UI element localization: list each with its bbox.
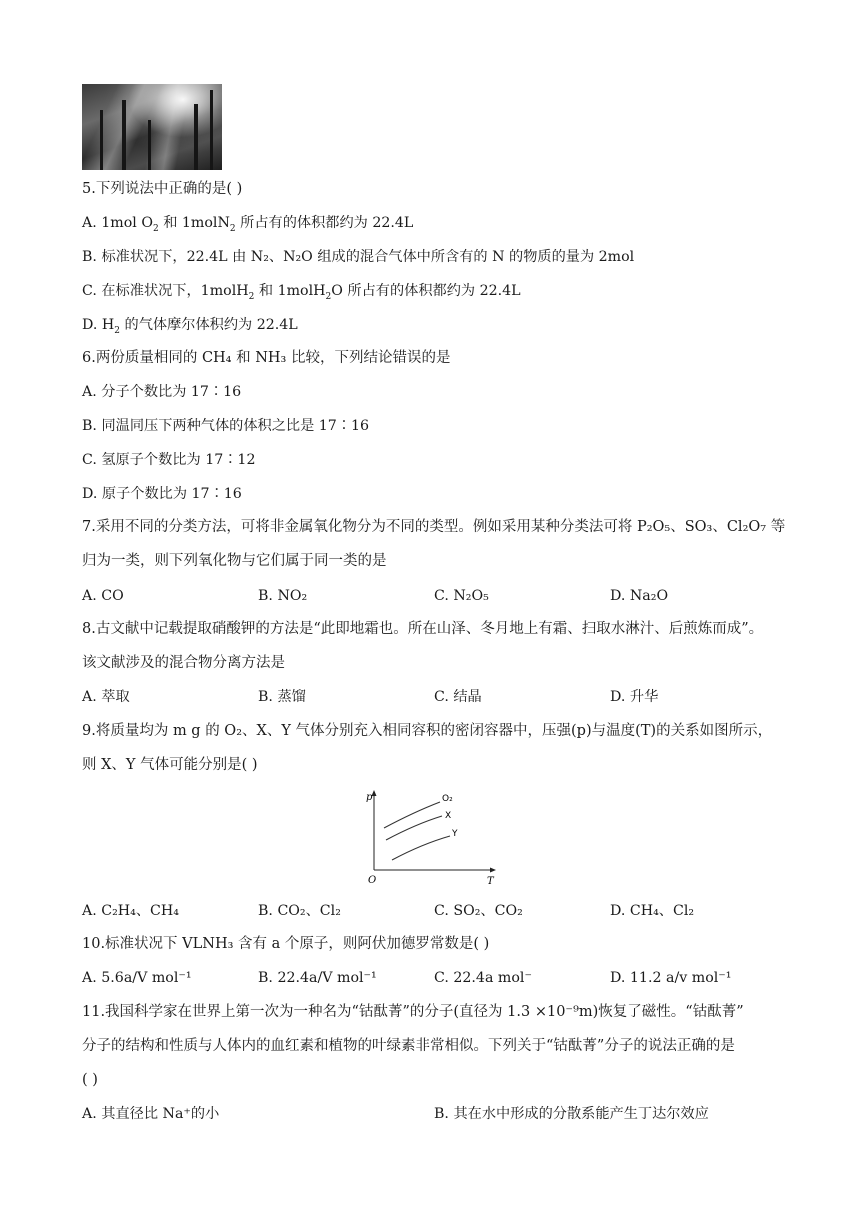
forest-light-photo xyxy=(82,84,222,170)
question-6-stem: 6.两份质量相同的 CH₄ 和 NH₃ 比较，下列结论错误的是 xyxy=(82,350,451,366)
x-axis-label: T xyxy=(487,876,494,886)
question-7-option-b: B. NO₂ xyxy=(258,588,308,604)
question-8-option-b: B. 蒸馏 xyxy=(258,689,306,705)
curve-y-label: Y xyxy=(452,829,458,839)
question-5-stem: 5.下列说法中正确的是( ) xyxy=(82,181,243,197)
question-7-option-d: D. Na₂O xyxy=(610,588,669,604)
pressure-temperature-graph xyxy=(364,788,504,886)
curve-x xyxy=(386,816,442,840)
question-5-option-a: A. 1mol $O_2$ 和 1molN$_2$ 所占有的体积都约为 22.4L xyxy=(82,215,414,234)
question-11-stem-line2: 分子的结构和性质与人体内的血红素和植物的叶绿素非常相似。下列关于“钴酞菁”分子的说法正确的是 xyxy=(82,1038,735,1054)
question-8-option-a: A. 萃取 xyxy=(82,689,130,705)
curve-o2 xyxy=(384,802,440,828)
question-6-option-b: B. 同温同压下两种气体的体积之比是 17∶16 xyxy=(82,418,370,434)
question-5-option-b: B. 标准状况下，22.4L 由 N₂、N₂O 组成的混合气体中所含有的 N 的物质的量为 2mol xyxy=(82,249,635,265)
question-9-option-a: A. C₂H₄、CH₄ xyxy=(82,903,179,919)
question-11-option-b: B. 其在水中形成的分散系能产生丁达尔效应 xyxy=(434,1106,709,1122)
question-6-option-a: A. 分子个数比为 17∶16 xyxy=(82,384,242,400)
question-9-option-b: B. CO₂、Cl₂ xyxy=(258,903,341,919)
question-7-option-c: C. N₂O₅ xyxy=(434,588,489,604)
question-8-stem-line2: 该文献涉及的混合物分离方法是 xyxy=(82,655,285,671)
question-9-stem-line2: 则 X、Y 气体可能分别是( ) xyxy=(82,757,258,773)
question-7-option-a: A. CO xyxy=(82,588,124,604)
question-7-stem-line1: 7.采用不同的分类方法，可将非金属氧化物分为不同的类型。例如采用某种分类法可将 P₂O₅、SO₃、Cl₂O₇ 等 xyxy=(82,519,786,535)
question-5-option-c: C. 在标准状况下，1molH$_2$ 和 1molH$_2$O 所占有的体积都约为 22.4L xyxy=(82,283,521,302)
question-9-stem-line1: 9.将质量均为 m g 的 O₂、X、Y 气体分别充入相同容积的密闭容器中，压强(p)与温度(T)的关系如图所示， xyxy=(82,723,773,739)
question-10-option-d: D. 11.2 a/v mol⁻¹ xyxy=(610,970,732,986)
question-9-option-c: C. SO₂、CO₂ xyxy=(434,903,523,919)
curve-x-label: X xyxy=(445,811,452,821)
question-5-option-d: D. $H_2$ 的气体摩尔体积约为 22.4L xyxy=(82,317,298,336)
question-6-option-c: C. 氢原子个数比为 17∶12 xyxy=(82,452,256,468)
question-10-stem: 10.标准状况下 VLNH₃ 含有 a 个原子，则阿伏加德罗常数是( ) xyxy=(82,936,490,952)
question-9-option-d: D. CH₄、Cl₂ xyxy=(610,903,695,919)
question-10-option-a: A. 5.6a/V mol⁻¹ xyxy=(82,970,192,986)
question-8-option-d: D. 升华 xyxy=(610,689,659,705)
question-11-stem-line1: 11.我国科学家在世界上第一次为一种名为“钴酞菁”的分子(直径为 1.3 ×10⁻⁹m)恢复了磁性。“钴酞菁” xyxy=(82,1004,744,1020)
question-11-option-a: A. 其直径比 Na⁺的小 xyxy=(82,1106,220,1122)
y-axis-label: p xyxy=(366,792,373,803)
curve-o2-label: O₂ xyxy=(442,794,453,804)
question-10-option-b: B. 22.4a/V mol⁻¹ xyxy=(258,970,377,986)
question-7-stem-line2: 归为一类，则下列氧化物与它们属于同一类的是 xyxy=(82,553,387,569)
x-axis-arrow xyxy=(490,868,496,873)
question-8-option-c: C. 结晶 xyxy=(434,689,482,705)
question-6-option-d: D. 原子个数比为 17∶16 xyxy=(82,486,242,502)
curve-y xyxy=(392,836,450,860)
origin-label: O xyxy=(368,875,377,886)
question-10-option-c: C. 22.4a mol⁻ xyxy=(434,970,532,986)
question-11-stem-line3: ( ) xyxy=(82,1072,98,1088)
question-8-stem-line1: 8.古文献中记载提取硝酸钾的方法是“此即地霜也。所在山泽、冬月地上有霜、扫取水淋汁、后煎炼而成”。 xyxy=(82,621,764,637)
